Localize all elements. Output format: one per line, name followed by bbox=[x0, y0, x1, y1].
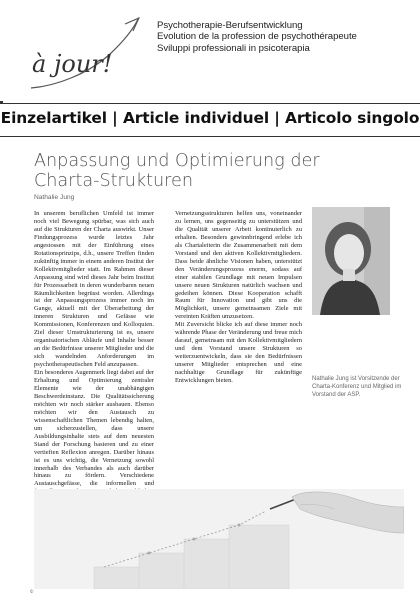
header-line-it: Sviluppi professionali in psicoterapia bbox=[157, 42, 310, 54]
paragraph: Mit Zuversicht blicke ich auf diese immer noch währende Phase der Veränderung und freue mich darauf, gemeinsam mit den Kollektivmitgliedern und dem Vorstand unsere Strukturen so weiterzuentwickeln, dass sie den Bedürfnissen unserer Mitglieder entsprechen und eine nachhaltige Grundlage für zukünftige Entwicklungen bieten. bbox=[175, 321, 302, 385]
article-author: Nathalie Jung bbox=[34, 194, 75, 201]
banner-rule-top bbox=[0, 103, 420, 104]
staircase-illustration bbox=[34, 489, 404, 589]
page-mark: © bbox=[30, 589, 34, 594]
a-jour-logo bbox=[26, 14, 144, 96]
paragraph: In unserem beruflichen Umfeld ist immer noch viel Bewegung spürbar, was sich auch auf die Strukturen der Charta auswirkt. Unser Findungsprozess wurde letztes Jahr angestossen mit der Einführung eines Rotationsprinzips, d.h., unsere Treffen finden zukünftig immer in einem anderen Institut der Kollektivmitglieder statt. Im Rahmen dieser Anpassung sind wird dieses Jahr beim Institut für Prozessarbeit in deren wunderbaren neuen Räumlichkeiten begrüsst worden. Allerdings ist der Anpassungsprozess immer noch im Gange, aktuell mit der Überarbeitung der inneren Strukturen und Gefässe wie Kommissionen, Konferenzen und Kolloquien. Ziel dieser Umstrukturierung ist es, unsere organisatorischen Abläufe und Inhalte besser an die Bedürfnisse unserer Mitglieder und die sich wandelnden Anforderungen im psychotherapeutischen Feld anzupassen. bbox=[34, 210, 154, 369]
logo-text: à jour! bbox=[32, 50, 113, 78]
author-portrait bbox=[312, 207, 390, 315]
paragraph: Vernetzungsstrukturen helfen uns, voneinander zu lernen, uns gegenseitig zu unterstützen und die Qualität unserer Arbeit kontinuierlich zu erhalten. Besonders gewinnbringend erlebe ich als Chartaleiterin die Zusammenarbeit mit dem Vorstand und den aktiven Kollektivmitgliedern. Dass beide ähnliche Visionen haben, unterstützt den Veränderungsprozess enorm, sodass auf einer stabilen Grundlage mit neuen Impulsen unsere neuen Strukturen natürlich wachsen und gedeihen können. Diese Kooperation schafft Raum für Innovation und gibt uns die Möglichkeit, unsere gemeinsamen Ziele mit vereinten Kräften umzusetzen. bbox=[175, 210, 302, 321]
header-line-fr: Evolution de la profession de psychothérapeute bbox=[157, 31, 357, 43]
article-title: Anpassung und Optimierung der Charta-Strukturen bbox=[34, 151, 320, 191]
author-bio: Nathalie Jung ist Vorsitzende der Charta-Konferenz und Mitglied im Vorstand der ASP. bbox=[312, 376, 402, 398]
article-type-banner: Einzelartikel | Article individuel | Articolo singolo bbox=[0, 109, 420, 127]
article-column-left bbox=[34, 210, 154, 512]
banner-rule-bottom bbox=[0, 136, 420, 137]
publication-header bbox=[157, 20, 415, 54]
header-line-de: Psychotherapie-Berufsentwicklung bbox=[157, 20, 303, 31]
paragraph: Ein besonderes Augenmerk liegt dabei auf der Erhaltung und Optimierung zentraler Elemente wie der unabhängigen Beschwerdeinstanz. Die Qualitätssicherung möchten wir noch stärker ausbauen. Ebenso möchten wir den Austausch zu wissenschaftlichen Themen lebendig halten, um sicherzustellen, dass unsere Ausbildungsinhalte stets auf dem neuesten Stand der Forschung basieren und zu einer vertieften Reflexion anregen. Darüber hinaus ist es uns wichtig, die Vernetzung sowohl innerhalb des Verbandes als auch darüber hinaus zu fördern. Verschiedene Austauschgefässe, die informellen und bbox=[34, 369, 154, 488]
article-column-middle bbox=[175, 210, 302, 385]
